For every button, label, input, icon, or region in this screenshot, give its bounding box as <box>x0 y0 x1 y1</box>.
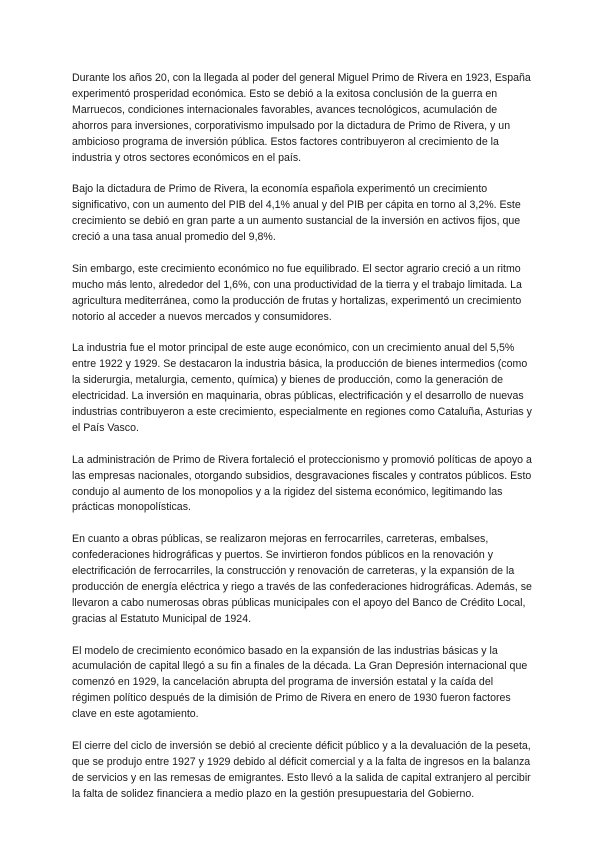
paragraph-industry-growth: La industria fue el motor principal de este auge económico, con un crecimiento anual del 5,5% entre 1922 y 1929. Se destacaron la industria básica, la producción de bienes intermedios (como la siderurgia, metalurgia, cemento, química) y bienes de producción, como la generación de electricidad. La inversión en maquinaria, obras públicas, electrificación y el desarrollo de nuevas industrias contribuyeron a este crecimiento, especialmente en regiones como Cataluña, Asturias y el País Vasco. <box>72 342 532 434</box>
paragraph-primo-de-rivera-prosperity: Durante los años 20, con la llegada al poder del general Miguel Primo de Rivera en 1923, España experimentó prosperidad económica. Esto se debió a la exitosa conclusión de la guerra en Marruecos, condiciones internacionales favorables, avances tecnológicos, acumulación de ahorros para inversiones, corporativismo impulsado por la dictadura de Primo de Rivera, y un ambicioso programa de inversión pública. Estos factores contribuyeron al crecimiento de la industria y otros sectores económicos en el país. <box>72 72 531 164</box>
document-body <box>72 71 532 818</box>
paragraph-gdp-growth: Bajo la dictadura de Primo de Rivera, la economía española experimentó un crecimiento significativo, con un aumento del PIB del 4,1% anual y del PIB per cápita en torno al 3,2%. Este crecimiento se debió en gran parte a un aumento sustancial de la inversión en activos fijos, que creció a una tasa anual promedio del 9,8%. <box>72 183 521 244</box>
paragraph-public-works: En cuanto a obras públicas, se realizaron mejoras en ferrocarriles, carreteras, embalses, confederaciones hidrográficas y puertos. Se invirtieron fondos públicos en la renovación y electrificación de ferrocarriles, la construcción y renovación de carreteras, y la expansión de la producción de energía eléctrica y riego a través de las confederaciones hidrográficas. Además, se llevaron a cabo numerosas obras públicas municipales con el apoyo del Banco de Crédito Local, gracias al Estatuto Municipal de 1924. <box>72 533 532 625</box>
paragraph-investment-cycle-close: El cierre del ciclo de inversión se debió al creciente déficit público y a la devaluación de la peseta, que se produjo entre 1927 y 1929 debido al déficit comercial y a la falta de ingresos en la balanza de servicios y en las remesas de emigrantes. Esto llevó a la salida de capital extranjero al percibir la falta de solidez financiera a medio plazo en la gestión presupuestaria del Gobierno. <box>72 739 531 800</box>
paragraph-agrarian-sector: Sin embargo, este crecimiento económico no fue equilibrado. El sector agrario creció a un ritmo mucho más lento, alrededor del 1,6%, con una productividad de la tierra y el trabajo limitada. La agricultura mediterránea, como la producción de frutas y hortalizas, experimentó un crecimiento notorio al acceder a nuevos mercados y consumidores. <box>72 262 522 323</box>
paragraph-end-of-model: El modelo de crecimiento económico basado en la expansión de las industrias básicas y la acumulación de capital llegó a su fin a finales de la década. La Gran Depresión internacional que comenzó en 1929, la cancelación abrupta del programa de inversión estatal y la caída del régimen político después de la dimisión de Primo de Rivera en enero de 1930 fueron factores clave en este agotamiento. <box>72 644 528 721</box>
paragraph-protectionism: La administración de Primo de Rivera fortaleció el proteccionismo y promovió políticas de apoyo a las empresas nacionales, otorgando subsidios, desgravaciones fiscales y contratos públicos. Esto condujo al aumento de los monopolios y a la rigidez del sistema económico, legitimando las prácticas monopolísticas. <box>72 453 532 514</box>
